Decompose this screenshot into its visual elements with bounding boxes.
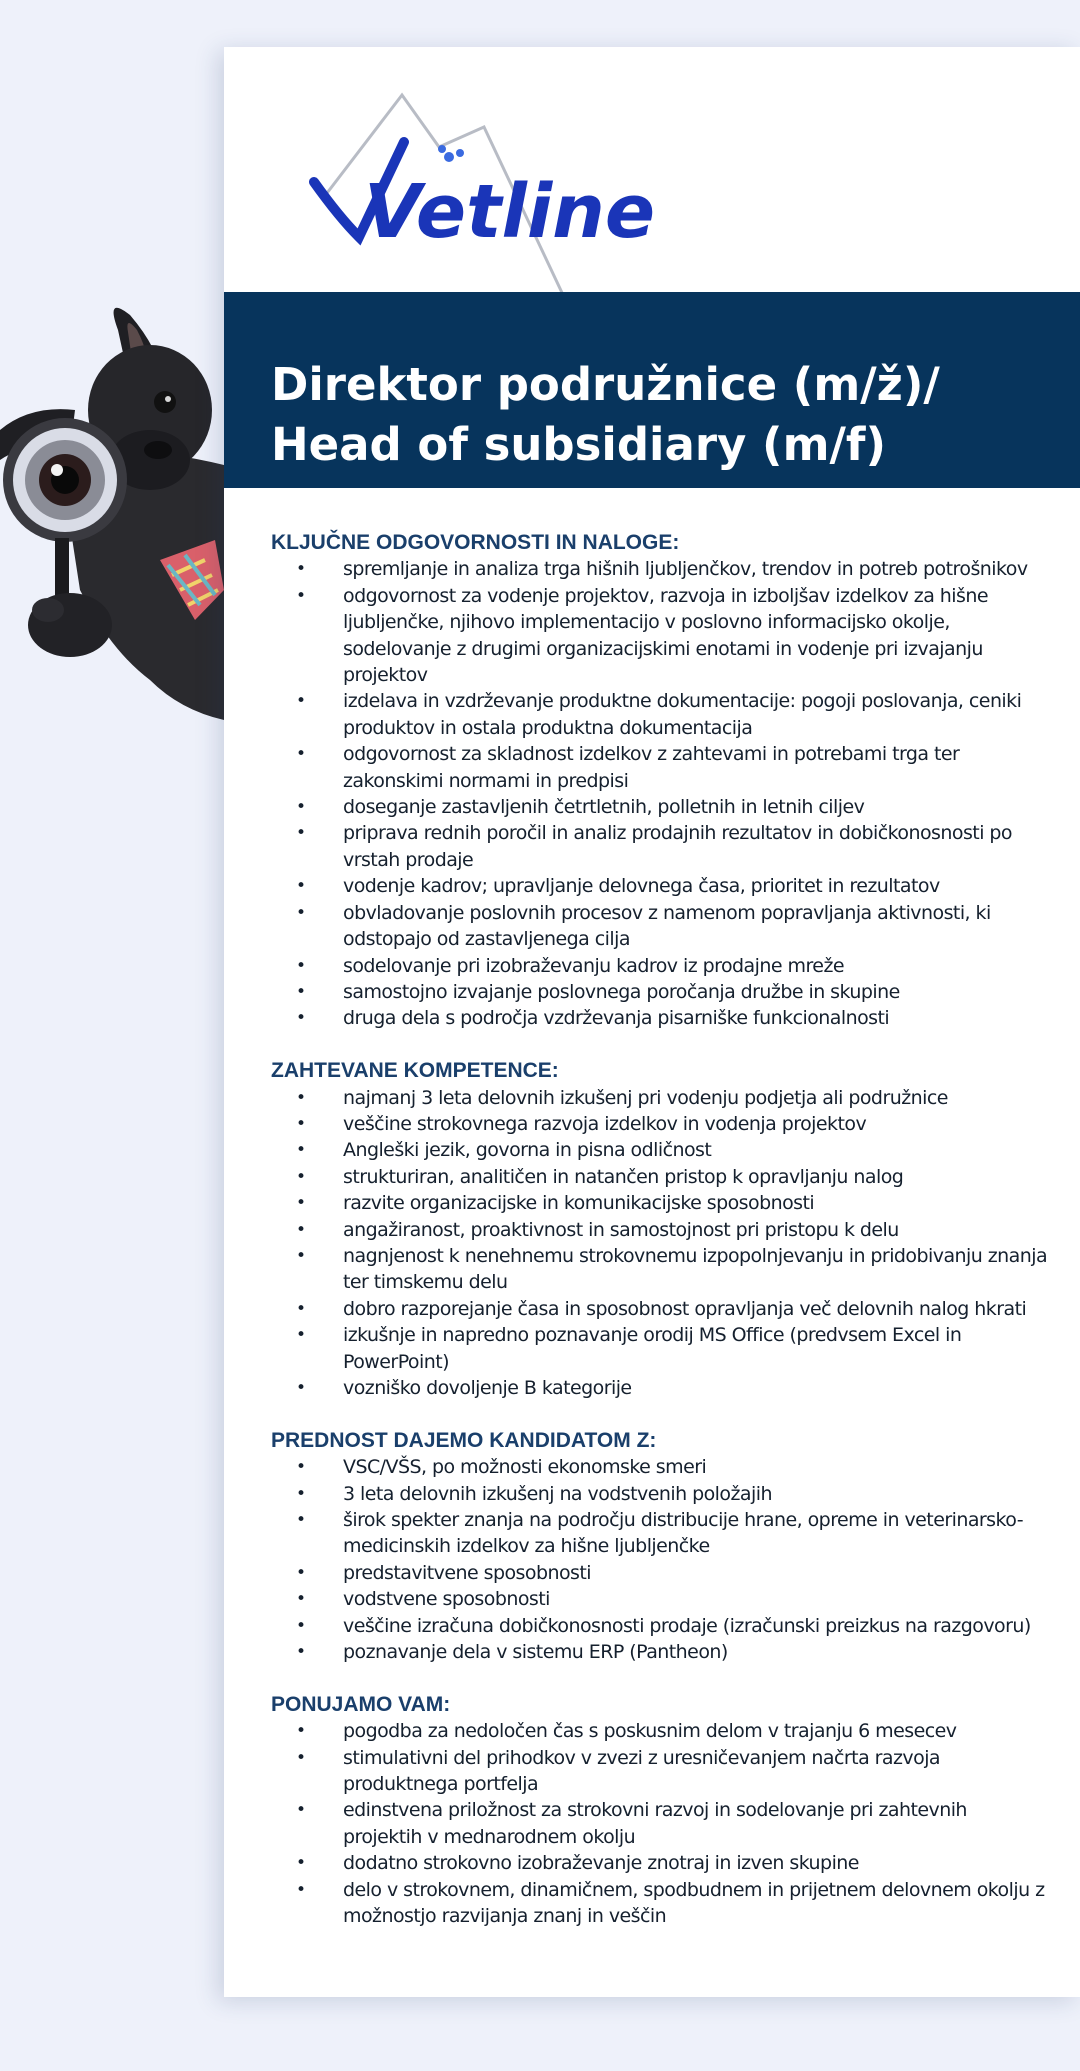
- list-item: • vozniško dovoljenje B kategorije: [271, 1375, 1051, 1401]
- list-item: • dodatno strokovno izobraževanje znotraj in izven skupine: [271, 1850, 1051, 1876]
- bullet-icon: •: [296, 955, 306, 976]
- list-item: • najmanj 3 leta delovnih izkušenj pri vodenju podjetja ali podružnice: [271, 1085, 1051, 1111]
- list-item: • poznavanje dela v sistemu ERP (Pantheon): [271, 1639, 1051, 1665]
- section-heading-offer: PONUJAMO VAM:: [271, 1692, 451, 1716]
- bullet-icon: •: [296, 1087, 306, 1108]
- list-item: • nagnjenost k nenehnemu strokovnemu izpopolnjevanju in pridobivanju znanja ter timskemu delu: [296, 1244, 1048, 1294]
- bullet-icon: •: [296, 902, 306, 923]
- list-item: • spremljanje in analiza trga hišnih ljubljenčkov, trendov in potreb potrošnikov: [271, 556, 1051, 582]
- list-item: • 3 leta delovnih izkušenj na vodstvenih položajih: [271, 1481, 1051, 1507]
- list-item: • samostojno izvajanje poslovnega poročanja družbe in skupine: [271, 979, 1051, 1005]
- list-item: • odgovornost za vodenje projektov, razvoja in izboljšav izdelkov za hišne ljubljenčke, njihovo implementacijo v poslovno informacijsko okolje, sodelovanje z drugimi organizacijskimi enotami in vodenje pri izvajanju projektov: [296, 584, 989, 687]
- list-item: • vodenje kadrov; upravljanje delovnega časa, prioritet in rezultatov: [271, 873, 1051, 899]
- responsibilities-list: [271, 556, 1051, 1031]
- list-item: • stimulativni del prihodkov v zvezi z uresničevanjem načrta razvoja produktnega portfelja: [296, 1746, 941, 1796]
- bullet-icon: •: [296, 1245, 306, 1266]
- list-item: • Angleški jezik, govorna in pisna odličnost: [271, 1137, 1051, 1163]
- bullet-icon: •: [296, 1562, 306, 1583]
- bullet-icon: •: [296, 1219, 306, 1240]
- logo-wordmark: Vetline: [364, 169, 656, 255]
- list-item: • izdelava in vzdrževanje produktne dokumentacije: pogoji poslovanja, ceniki produktov in ostala produktna dokumentacija: [296, 690, 1022, 739]
- job-ad-page: [224, 47, 1080, 1997]
- title-band: [224, 292, 1080, 488]
- job-description: [271, 530, 1051, 1929]
- preferences-list: [271, 1454, 1051, 1665]
- bullet-icon: •: [296, 1589, 306, 1610]
- bullet-icon: •: [296, 797, 306, 818]
- list-item: • pogodba za nedoločen čas s poskusnim delom v trajanju 6 mesecev: [271, 1718, 1051, 1744]
- bullet-icon: •: [296, 1879, 306, 1900]
- section-heading-competences: ZAHTEVANE KOMPETENCE:: [271, 1059, 559, 1083]
- bullet-icon: •: [296, 1615, 306, 1636]
- offer-list: [271, 1718, 1051, 1929]
- section-heading-responsibilities: KLJUČNE ODGOVORNOSTI IN NALOGE:: [271, 531, 680, 554]
- bullet-icon: •: [296, 1747, 306, 1768]
- section-spacer: [271, 1032, 1051, 1058]
- bullet-icon: •: [296, 744, 306, 765]
- bullet-icon: •: [296, 876, 306, 897]
- list-item: • razvite organizacijske in komunikacijske sposobnosti: [271, 1190, 1051, 1216]
- list-item: • predstavitvene sposobnosti: [271, 1560, 1051, 1586]
- bullet-icon: •: [296, 1721, 306, 1742]
- bullet-icon: •: [296, 1325, 306, 1346]
- job-title-slovene: Direktor podružnice (m/ž)/: [271, 358, 940, 411]
- list-item: • druga dela s področja vzdrževanja pisarniške funkcionalnosti: [271, 1005, 1051, 1031]
- section-spacer: [271, 1401, 1051, 1427]
- job-title-english: Head of subsidiary (m/f): [271, 418, 887, 471]
- section-heading-preferences: PREDNOST DAJEMO KANDIDATOM Z:: [271, 1428, 657, 1452]
- bullet-icon: •: [296, 691, 306, 712]
- competences-list: [271, 1085, 1051, 1402]
- bullet-icon: •: [296, 585, 306, 606]
- bullet-icon: •: [296, 1298, 306, 1319]
- vetline-logo: [264, 67, 656, 327]
- list-item: • veščine strokovnega razvoja izdelkov in vodenja projektov: [271, 1111, 1051, 1137]
- bullet-icon: •: [296, 1510, 306, 1530]
- list-item: • VSC/VŠS, po možnosti ekonomske smeri: [271, 1454, 1051, 1480]
- dog-with-magnifier-illustration: [0, 290, 224, 770]
- bullet-icon: •: [296, 1113, 306, 1134]
- bullet-icon: •: [296, 823, 306, 844]
- bullet-icon: •: [296, 1377, 306, 1398]
- bullet-icon: •: [296, 1193, 306, 1214]
- list-item: • strukturiran, analitičen in natančen pristop k opravljanju nalog: [271, 1164, 1051, 1190]
- list-item: • edinstvena priložnost za strokovni razvoj in sodelovanje pri zahtevnih projektih v mednarodnem okolju: [296, 1799, 967, 1848]
- bullet-icon: •: [296, 559, 306, 580]
- list-item: • doseganje zastavljenih četrtletnih, polletnih in letnih ciljev: [271, 794, 1051, 820]
- section-spacer: [271, 1665, 1051, 1691]
- list-item: • širok spekter znanja na področju distribucije hrane, opreme in veterinarsko-medicinskih izdelkov za hišne ljubljenčke: [296, 1509, 1024, 1558]
- bullet-icon: •: [296, 1642, 306, 1663]
- bullet-icon: •: [296, 1483, 306, 1504]
- list-item: • izkušnje in napredno poznavanje orodij MS Office (predvsem Excel in PowerPoint): [296, 1324, 962, 1373]
- list-item: • sodelovanje pri izobraževanju kadrov iz prodajne mreže: [271, 953, 1051, 979]
- list-item: • angažiranost, proaktivnost in samostojnost pri pristopu k delu: [271, 1217, 1051, 1243]
- bullet-icon: •: [296, 1800, 306, 1821]
- bullet-icon: •: [296, 1008, 306, 1029]
- bullet-icon: •: [296, 981, 306, 1002]
- bullet-icon: •: [296, 1166, 306, 1187]
- list-item: • priprava rednih poročil in analiz prodajnih rezultatov in dobičkonosnosti po vrstah prodaje: [296, 822, 1013, 871]
- list-item: • vodstvene sposobnosti: [271, 1586, 1051, 1612]
- list-item: • dobro razporejanje časa in sposobnost opravljanja več delovnih nalog hkrati: [271, 1296, 1051, 1322]
- list-item: • veščine izračuna dobičkonosnosti prodaje (izračunski preizkus na razgovoru): [271, 1613, 1051, 1639]
- list-item: • odgovornost za skladnost izdelkov z zahtevami in potrebami trga ter zakonskimi normami in predpisi: [296, 743, 960, 792]
- bullet-icon: •: [296, 1140, 306, 1161]
- bullet-icon: •: [296, 1457, 306, 1478]
- list-item: • delo v strokovnem, dinamičnem, spodbudnem in prijetnem delovnem okolju z možnostjo razvijanja znanj in veščin: [296, 1878, 1045, 1928]
- bullet-icon: •: [296, 1853, 306, 1874]
- list-item: • obvladovanje poslovnih procesov z namenom popravljanja aktivnosti, ki odstopajo od zastavljenega cilja: [296, 901, 991, 951]
